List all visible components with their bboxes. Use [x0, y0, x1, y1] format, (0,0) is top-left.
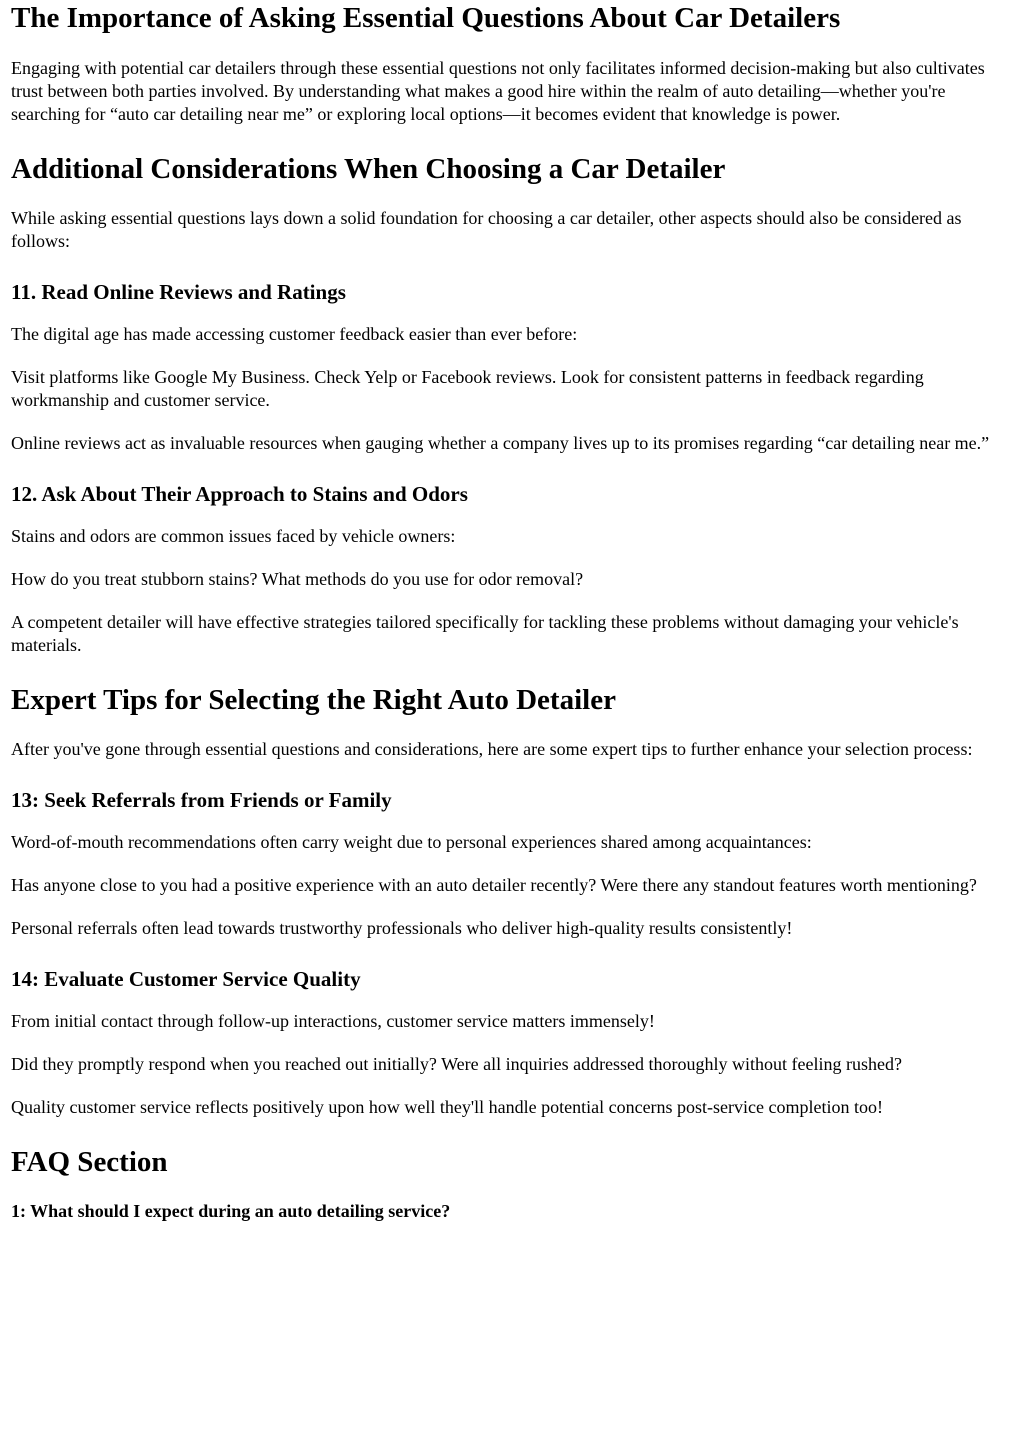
heading-importance-of-questions: The Importance of Asking Essential Questions About Car Detailers [11, 2, 841, 34]
heading-additional-considerations: Additional Considerations When Choosing a Car Detailer [11, 153, 726, 185]
subheading-customer-service: 14: Evaluate Customer Service Quality [11, 967, 361, 991]
paragraph-service-result: Quality customer service reflects positively upon how well they'll handle potential concerns post-service completion too! [11, 1097, 883, 1117]
paragraph-expert-intro: After you've gone through essential questions and considerations, here are some expert tips to further enhance your selection process: [11, 739, 973, 759]
article [11, 1, 1013, 1222]
subheading-stains-odors: 12. Ask About Their Approach to Stains and Odors [11, 482, 468, 506]
subheading-referrals: 13: Seek Referrals from Friends or Family [11, 788, 392, 812]
paragraph-referrals-intro: Word-of-mouth recommendations often carry weight due to personal experiences shared among acquaintances: [11, 832, 812, 852]
paragraph-reviews-value: Online reviews act as invaluable resources when gauging whether a company lives up to its promises regarding “car detailing near me.” [11, 433, 990, 453]
paragraph-stains-questions: How do you treat stubborn stains? What methods do you use for odor removal? [11, 569, 584, 589]
paragraph-stains-intro: Stains and odors are common issues faced by vehicle owners: [11, 526, 456, 546]
paragraph-service-questions: Did they promptly respond when you reached out initially? Were all inquiries addressed thoroughly without feeling rushed? [11, 1054, 902, 1074]
paragraph-reviews-intro: The digital age has made accessing customer feedback easier than ever before: [11, 324, 578, 344]
faq-question-1: 1: What should I expect during an auto detailing service? [11, 1201, 451, 1221]
paragraph-considerations-intro: While asking essential questions lays down a solid foundation for choosing a car detailer, other aspects should also be considered as follows: [11, 208, 962, 251]
paragraph-service-intro: From initial contact through follow-up interactions, customer service matters immensely! [11, 1011, 655, 1031]
paragraph-referrals-questions: Has anyone close to you had a positive experience with an auto detailer recently? Were there any standout features worth mentioning? [11, 875, 977, 895]
paragraph-referrals-result: Personal referrals often lead towards trustworthy professionals who deliver high-quality results consistently! [11, 918, 793, 938]
heading-expert-tips: Expert Tips for Selecting the Right Auto Detailer [11, 684, 616, 716]
subheading-online-reviews: 11. Read Online Reviews and Ratings [11, 280, 346, 304]
heading-faq-section: FAQ Section [11, 1146, 168, 1178]
paragraph-reviews-platforms: Visit platforms like Google My Business. Check Yelp or Facebook reviews. Look for consistent patterns in feedback regarding workmanship and customer service. [11, 367, 924, 410]
paragraph-importance-summary: Engaging with potential car detailers through these essential questions not only facilitates informed decision-making but also cultivates trust between both parties involved. By understanding what makes a good hire within the realm of auto detailing—whether you're searching for “auto car detailing near me” or exploring local options—it becomes evident that knowledge is power. [11, 58, 985, 124]
paragraph-stains-strategies: A competent detailer will have effective strategies tailored specifically for tackling these problems without damaging your vehicle's materials. [11, 612, 959, 655]
